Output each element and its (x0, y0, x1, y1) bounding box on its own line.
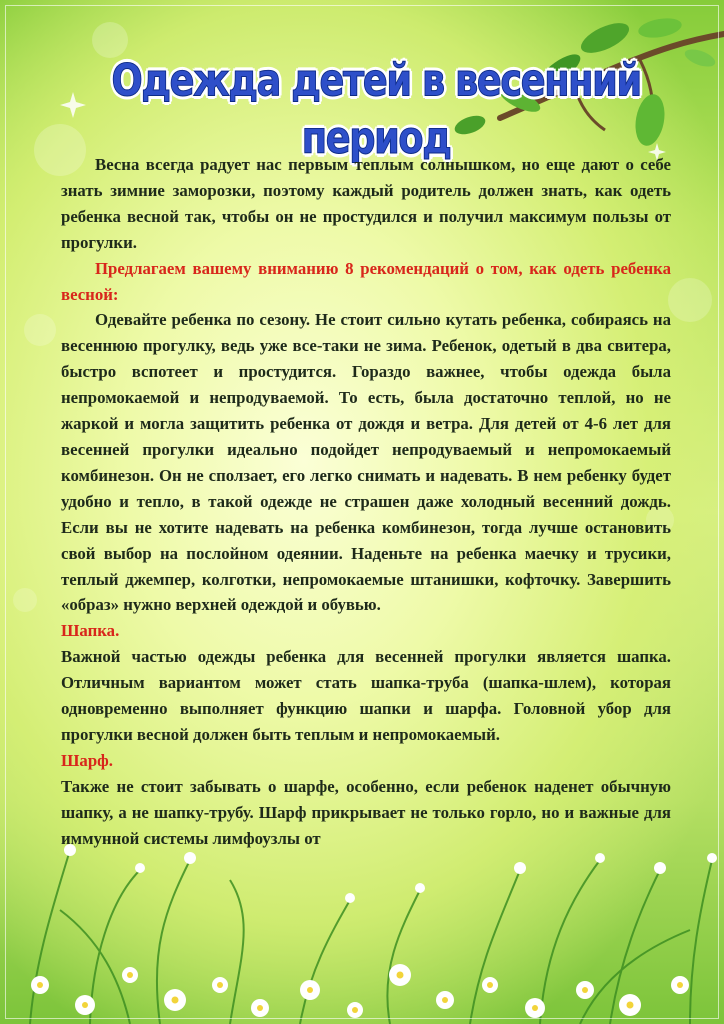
hat-heading: Шапка. (61, 621, 120, 641)
article-body (61, 152, 671, 851)
scarf-heading: Шарф. (61, 750, 113, 770)
poster-title: Одежда детей в весенний период (111, 54, 641, 164)
flowers-decoration (31, 844, 717, 1018)
scarf-paragraph: Также не стоит забывать о шарфе, особенно, если ребенок наденет обычную шапку, а не шапку-трубу. Шарф прикрывает не только горло, но и важные для иммунной системы лимфоузлы от (61, 776, 671, 848)
intro-paragraph: Весна всегда радует нас первым теплым солнышком, но еще дают о себе знать зимние заморозки, поэтому каждый родитель должен знать, как одеть ребенка весной так, чтобы он не простудился и получил максимум пользы от прогулки. (61, 155, 671, 252)
recommendations-lead: Предлагаем вашему вниманию 8 рекомендаций о том, как одеть ребенка весной: (61, 258, 671, 304)
hat-paragraph: Важной частью одежды ребенка для весенней прогулки является шапка. Отличным вариантом может стать шапка-труба (шапка-шлем), которая одновременно выполняет функцию шапки и шарфа. Головной убор для прогулки весной должен быть теплым и непромокаемый. (61, 647, 671, 744)
grass-decoration (30, 850, 712, 1024)
season-paragraph: Одевайте ребенка по сезону. Не стоит сильно кутать ребенка, собираясь на весеннюю прогулку, ведь уже все-таки не зима. Ребенок, одетый в два свитера, быстро вспотеет и простудится. Гораздо важнее, чтобы одежда была непромокаемой и непродуваемой. То есть, была достаточно теплой, но не жаркой и могла защитить ребенка от дождя и ветра. Для детей от 4-6 лет для весенней прогулки идеально подойдет непродуваемый и непромокаемый комбинезон. Он не сползает, его легко снимать и надевать. В нем ребенку будет удобно и тепло, в такой одежде не страшен даже холодный весенний дождь. Если вы не хотите надевать на ребенка комбинезон, тогда лучше остановить свой выбор на послойном одеянии. Наденьте на ребенка маечку и трусики, теплый джемпер, колготки, непромокаемые штанишки, кофточку. Завершить «образ» нужно верхней одеждой и обувью. (61, 310, 671, 615)
